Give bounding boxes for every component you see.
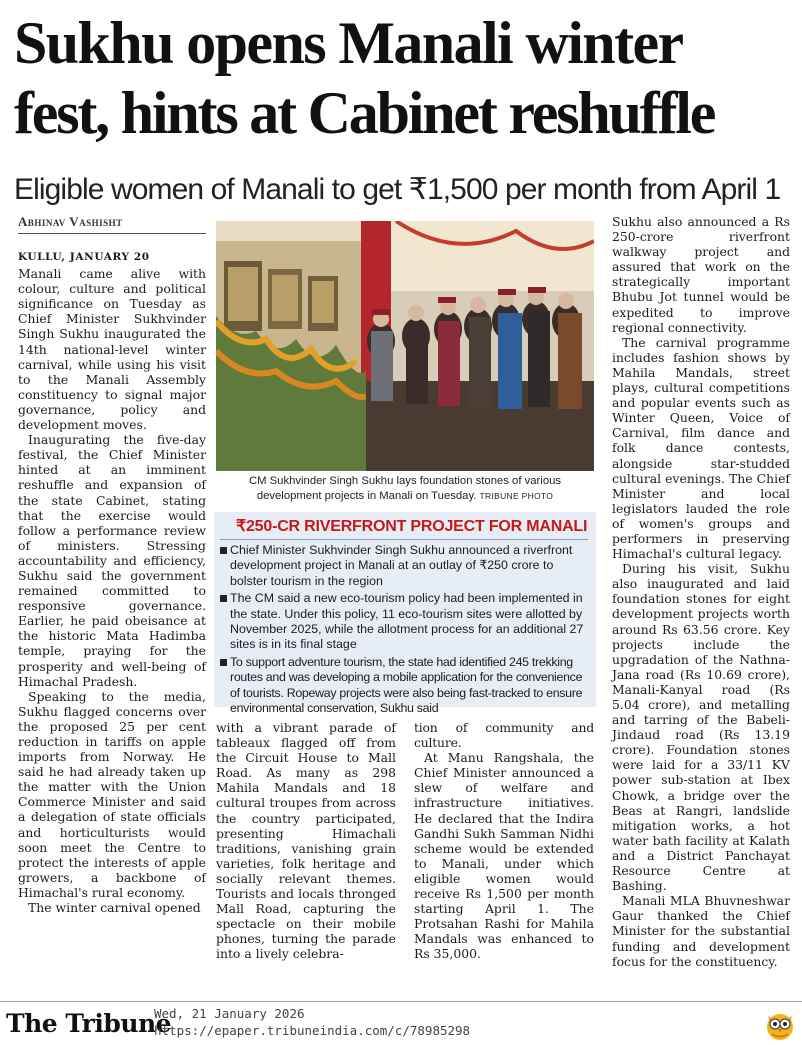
paragraph: Sukhu also announced a Rs 250-crore riverfront walkway project and assured that work on the strategically important Bhubu Jot tunnel would be expedited to improve regional connectivity. [612,214,790,335]
paragraph: Manali came alive with colour, culture and political significance on Tuesday as Chief Minister Sukhvinder Singh Sukhu inaugurated the 14th national-level winter carnival, while using his visit to the Manali Assembly constituency to signal major governance, policy and development moves. [18,266,206,433]
column-1 [18,250,206,915]
paragraph: During his visit, Sukhu also inaugurated and laid foundation stones for eight development projects worth around Rs 63.56 crore. Key projects include the upgradation of the Nathna-Jana road (Rs 10.69 crore), Manali-Kanyal road (Rs 5.04 crore), and metalling and tarring of the Babeli-Jindaud road (Rs 13.19 crore). Foundation stones were laid for a 33/11 KV power sub-station at Ibex Chowk, a bridge over the Beas at Rangri, landslide mitigation works, a hot water bath facility at Kalath and a District Panchayat Resource Centre at Bashing. [612,561,790,894]
column-2 [216,720,396,962]
factbox-item-text: To support adventure tourism, the state had identified 245 trekking routes and was developing a mobile application for the convenience of tourists. Ropeway projects were also being fast-tracked to ensure environmental conservation, Sukhu said [230,654,583,716]
factbox-item [220,543,588,589]
news-photo [216,221,594,471]
factbox-item [220,591,588,653]
square-bullet-icon [220,659,227,666]
paragraph: Manali MLA Bhuvneshwar Gaur thanked the Chief Minister for the substantial funding and development focus for the constituency. [612,893,790,969]
column-4 [612,214,790,969]
paragraph: The carnival programme includes fashion shows by Mahila Mandals, street plays, cultural competitions and popular events such as Winter Queen, Voice of Carnival, film dance and folk dance contests, alongside star-studded cultural evenings. The Chief Minister and local legislators lauded the role of women's groups and performers in preserving Himachal's cultural legacy. [612,334,790,562]
footer-rule [0,1001,802,1002]
caption-text: CM Sukhvinder Singh Sukhu lays foundation stones of various development projects in Manali on Tuesday. [248,475,562,502]
paragraph: with a vibrant parade of tableaux flagged off from the Circuit House to Mall Road. As many as 298 Mahila Mandals and 18 cultural troupes from across the country participated, presenting Himachali traditions, vanishing grain varieties, folk heritage and socially relevant themes. Tourists and locals thronged Mall Road, capturing the spectacle on their mobile phones, turning the parade into a lively celebra- [216,720,396,962]
factbox-item-text: The CM said a new eco-tourism policy had been implemented in the state. Under this policy, 11 eco-tourism sites were allotted by November 2025, while the allotment process for an additional 27 sites is in its final stage [230,591,584,652]
byline-rule [18,233,206,234]
paragraph: The winter carnival opened [28,900,201,916]
byline: Abhinav Vashisht [18,214,123,229]
photo-illustration [216,221,594,471]
tribune-logo: The Tribune [6,1009,172,1038]
subheadline: Eligible women of Manali to get ₹1,500 per month from April 1 [14,173,781,206]
paragraph: tion of community and culture. [414,720,594,751]
headline-line-2: fest, hints at Cabinet reshuffle [14,80,715,146]
square-bullet-icon [220,595,227,602]
column-3 [414,720,594,962]
factbox-list [220,543,588,716]
factbox [214,512,596,716]
factbox-item [220,655,588,717]
headline-line-1: Sukhu opens Manali winter [14,10,683,76]
paragraph: At Manu Rangshala, the Chief Minister announced a slew of welfare and infrastructure initiatives. He declared that the Indira Gandhi Sukh Samman Nidhi scheme would be extended to Manali, under which eligible women would receive Rs 1,500 per month starting April 1. The Protsahan Rashi for Mahila Mandals was enhanced to Rs 35,000. [414,750,594,962]
paragraph: Speaking to the media, Sukhu flagged concerns over the proposed 25 per cent reduction in tariffs on apple imports from Norway. He said he had already taken up the matter with the Union Commerce Minister and said a delegation of state officials and horticulturists would soon meet the Centre to protect the interests of apple growers, a backbone of Himachal's rural economy. [18,688,206,900]
dateline: KULLU, JANUARY 20 [18,251,150,263]
edition-date: Wed, 21 January 2026 [154,1006,305,1021]
paragraph: Inaugurating the five-day festival, the Chief Minister hinted at an imminent reshuffle and expansion of the state Cabinet, stating that the exercise would follow a performance review of ministers. Stressing accountability and efficiency, Sukhu said the government remained committed to responsive governance. Earlier, he paid obeisance at the historic Mata Hadimba temple, praying for the prosperity and well-being of Himachal Pradesh. [18,432,206,689]
edition-url[interactable]: https://epaper.tribuneindia.com/c/78985298 [154,1023,471,1038]
owl-icon[interactable] [762,1006,798,1042]
factbox-item-text: Chief Minister Sukhvinder Singh Sukhu announced a riverfront development project in Manali at an outlay of ₹250 crore to bolster tourism in the region [230,543,573,588]
factbox-rule [220,539,588,540]
square-bullet-icon [220,547,227,554]
photo-credit: TRIBUNE PHOTO [479,491,554,501]
factbox-title: ₹250-CR RIVERFRONT PROJECT FOR MANALI [236,518,588,535]
photo-caption [216,474,594,504]
headline [14,8,790,148]
